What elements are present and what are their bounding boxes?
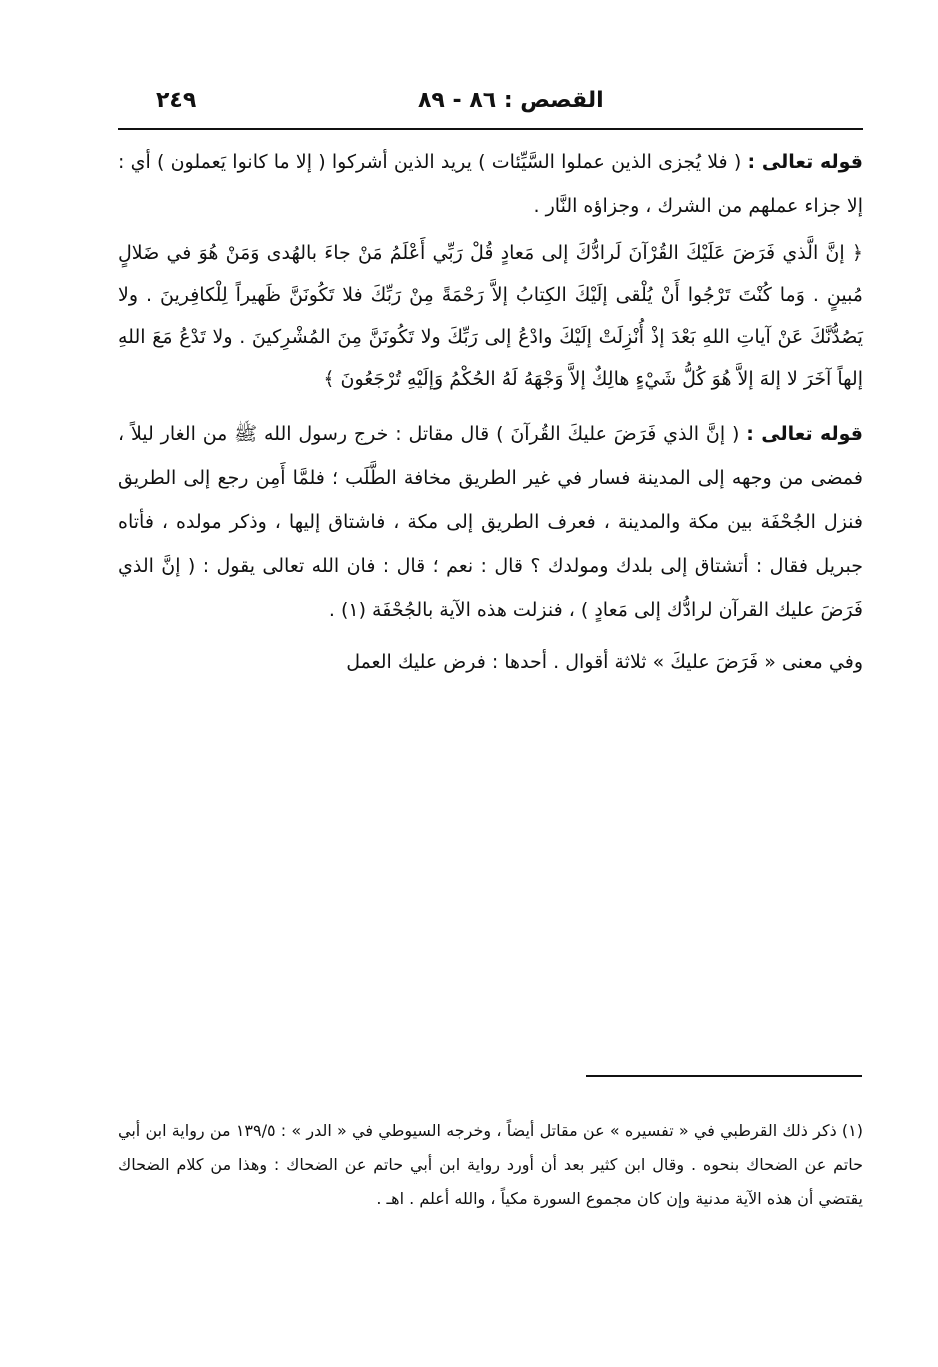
page-header <box>118 84 863 120</box>
paragraph-2 <box>118 412 863 632</box>
header-rule <box>118 128 863 130</box>
quran-verse: ﴿ إنَّ الَّذي فَرَضَ عَلَيْكَ القُرْآنَ لَرادُّكَ إلى مَعادٍ قُلْ رَبِّي أَعْلَمُ مَنْ جاءَ بالهُدى وَمَنْ هُوَ في ضَلالٍ مُبينٍ . وَما كُنْتَ تَرْجُوا أَنْ يُلْقى إلَيْكَ الكِتابُ إلاَّ رَحْمَةً مِنْ رَبِّكَ فلا تَكُونَنَّ ظَهيراً لِلْكافِرينَ . ولا يَصُدُّنَّكَ عَنْ آياتِ اللهِ بَعْدَ إذْ أُنْزِلَتْ إلَيْكَ وادْعُ إلى رَبِّكَ ولا تَكُونَنَّ مِنَ المُشْرِكينَ . ولا تَدْعُ مَعَ اللهِ إلهاً آخَرَ لا إلهَ إلاَّ هُوَ كُلُّ شَيْءٍ هالِكٌ إلاَّ وَجْهَهُ لَهُ الحُكْمُ وَإلَيْهِ تُرْجَعُونَ ﴾ <box>118 242 863 390</box>
footnotes <box>118 1114 863 1216</box>
footnote-rule <box>586 1075 862 1077</box>
footnote-1: (١) ذكر ذلك القرطبي في « تفسيره » عن مقاتل أيضاً ، وخرجه السيوطي في « الدر » : ١٣٩/٥ من رواية ابن أبي حاتم عن الضحاك بنحوه . وقال ابن كثير بعد أن أورد رواية ابن أبي حاتم عن الضحاك : وهذا من كلام الضحاك يقتضي أن هذه الآية مدنية وإن كان مجموع السورة مكياً ، والله أعلم . اهـ . <box>118 1121 863 1208</box>
paragraph-1-lead: قوله تعالى : <box>747 151 864 173</box>
paragraph-2-lead: قوله تعالى : <box>746 423 863 445</box>
paragraph-1-text: ( فلا يُجزى الذين عملوا السَّيِّئات ) يريد الذين أشركوا ( إلا ما كانوا يَعملون ) أي : إلا جزاء عملهم من الشرك ، وجزاؤه النَّار . <box>118 151 863 217</box>
spacer <box>118 632 863 640</box>
page-number: ٢٤٩ <box>156 88 197 113</box>
spacer <box>118 404 863 412</box>
paragraph-2-text: ( إنَّ الذي فَرَضَ عليكَ القُرآنَ ) قال مقاتل : خرج رسول الله ﷺ من الغار ليلاً ، فمضى من وجهه إلى المدينة فسار في غير الطريق مخافة الطَّلَب ؛ فلمَّا أَمِن رجع إلى الطريق فنزل الجُحْفَة بين مكة والمدينة ، فعرف الطريق إلى مكة ، فاشتاق إليها ، وذكر مولده ، فأتاه جبريل فقال : أتشتاق إلى بلدك ومولدك ؟ قال : نعم ؛ قال : فان الله تعالى يقول : ( إنَّ الذي فَرَضَ عليك القرآن لرادُّك إلى مَعادٍ ) ، فنزلت هذه الآية بالجُحْفَة (١) . <box>118 423 863 621</box>
paragraph-1 <box>118 140 863 228</box>
paragraph-3: وفي معنى « فَرَضَ عليكَ » ثلاثة أقوال . أحدها : فرض عليك العمل <box>346 651 863 673</box>
running-title: القصص : ٨٦ - ٨٩ <box>418 88 604 113</box>
main-text <box>118 140 863 684</box>
